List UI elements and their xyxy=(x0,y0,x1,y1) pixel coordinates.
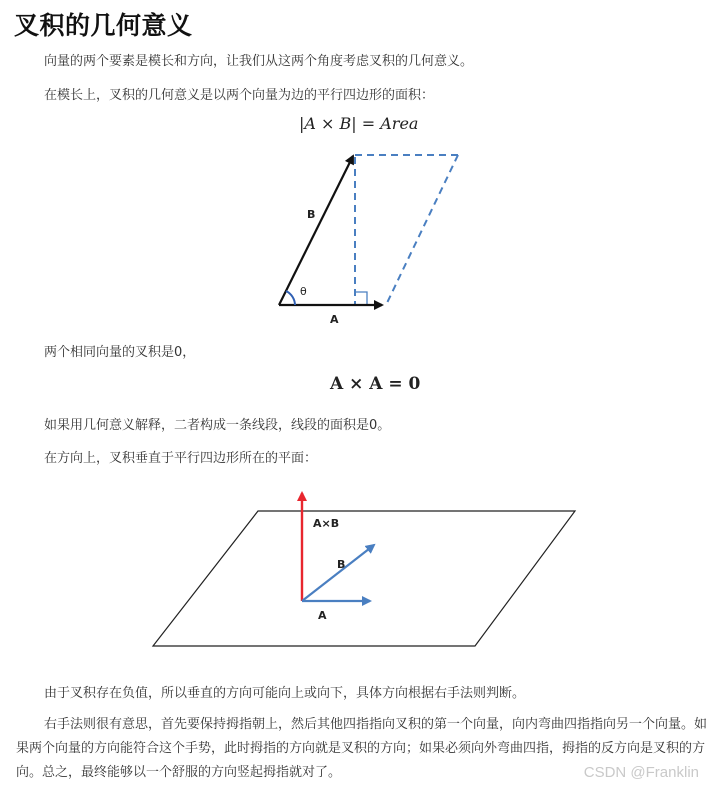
label-b-3d: B xyxy=(337,558,346,571)
dashed-right-edge xyxy=(386,155,458,305)
paragraph-magnitude: 在模长上，叉积的几何意义是以两个向量为边的平行四边形的面积： xyxy=(44,88,435,103)
label-theta: θ xyxy=(300,285,307,298)
plane-figure xyxy=(150,486,580,651)
article-heading: 叉积的几何意义 xyxy=(14,11,193,40)
paragraph-segment: 如果用几何意义解释，二者构成一条线段，线段的面积是0。 xyxy=(44,418,391,433)
paragraph-same-vector: 两个相同向量的叉积是0， xyxy=(44,345,196,360)
right-angle-marker xyxy=(355,292,367,305)
angle-arc xyxy=(286,291,295,305)
parallelogram-figure xyxy=(270,145,470,330)
vector-b-arrow xyxy=(279,156,353,305)
label-axb: A×B xyxy=(313,517,340,530)
paragraph-right-hand-rule-text: 右手法则很有意思，首先要保持拇指朝上，然后其他四指指向叉积的第一个向量，向内弯曲四指指向另一个向量。如果两个向量的方向能符合这个手势，此时拇指的方向就是叉积的方向；如果必须向外弯曲四指，拇指的反方向是叉积的方向。总之，最终能够以一个舒服的方向竖起拇指就对了。 xyxy=(16,717,708,780)
label-b: B xyxy=(307,208,316,221)
formula-zero-text: A × A = 0 xyxy=(330,374,421,394)
vector-b-arrow-3d xyxy=(302,545,374,601)
paragraph-direction: 在方向上，叉积垂直于平行四边形所在的平面： xyxy=(44,451,318,466)
paragraph-intro: 向量的两个要素是模长和方向，让我们从这两个角度考虑叉积的几何意义。 xyxy=(44,54,474,69)
label-a-3d: A xyxy=(318,609,327,622)
plane-parallelogram xyxy=(153,511,575,646)
watermark: CSDN @Franklin xyxy=(583,764,699,781)
paragraph-negative: 由于叉积存在负值，所以垂直的方向可能向上或向下，具体方向根据右手法则判断。 xyxy=(44,686,526,701)
label-a: A xyxy=(330,313,339,326)
formula-area xyxy=(299,114,418,133)
formula-area-text: |A × B| = Area xyxy=(299,114,419,133)
formula-zero xyxy=(330,374,420,394)
